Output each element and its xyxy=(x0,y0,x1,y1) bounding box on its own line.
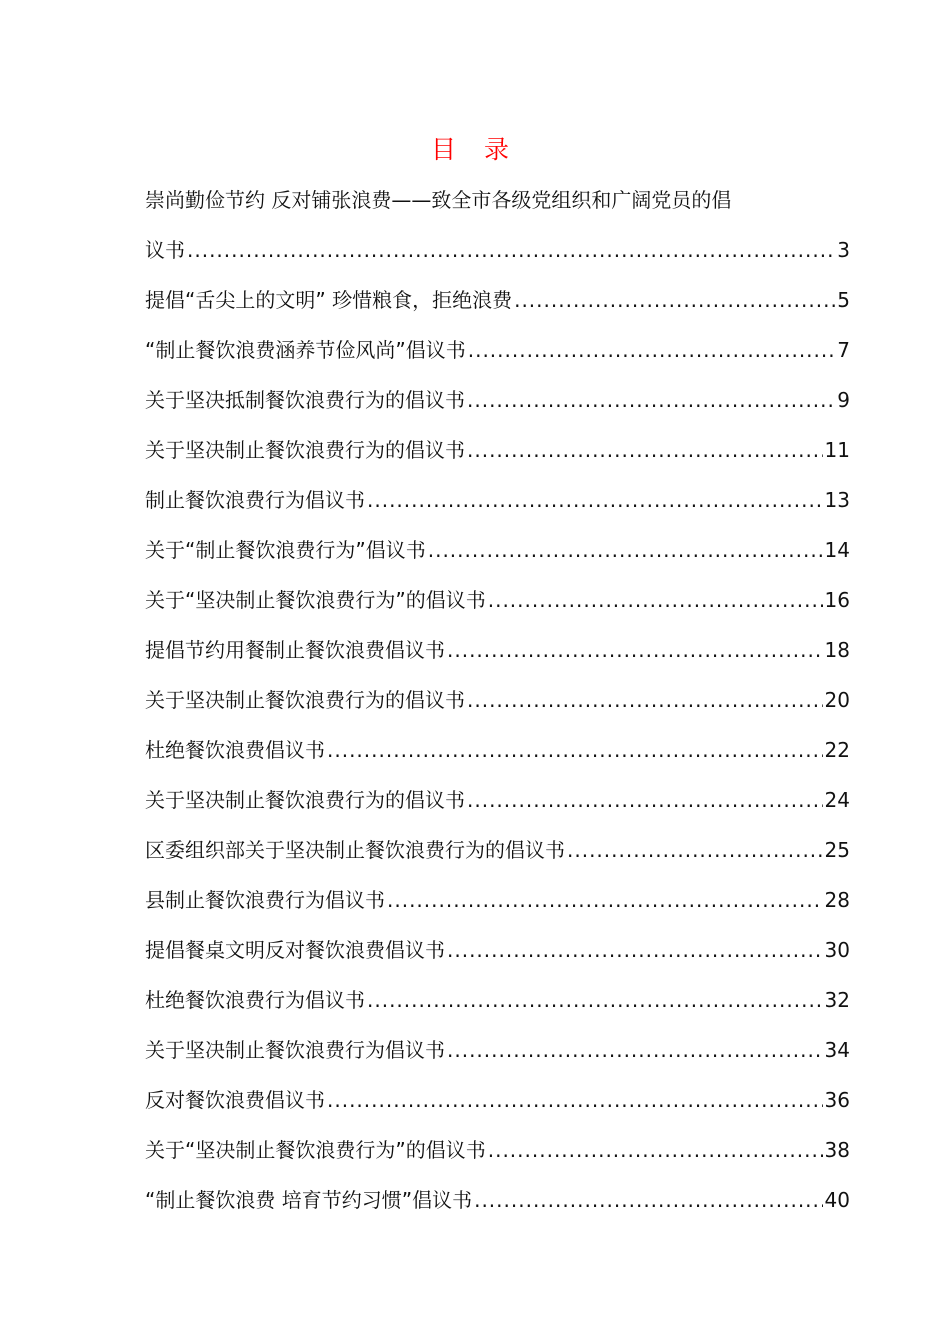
toc-entry-6[interactable] xyxy=(145,475,850,525)
toc-entry-3[interactable] xyxy=(145,325,850,375)
toc-entry-17[interactable] xyxy=(145,1025,850,1075)
toc-page-number: 14 xyxy=(824,538,850,562)
toc-entry-text: 关于坚决制止餐饮浪费行为的倡议书 xyxy=(145,688,465,712)
toc-entry-text: 关于“制止餐饮浪费行为”倡议书 xyxy=(145,538,426,562)
toc-page-number: 28 xyxy=(824,888,850,912)
dot-leader xyxy=(467,675,823,725)
dot-leader xyxy=(187,225,835,275)
dot-leader xyxy=(447,625,823,675)
toc-entry-1-line2[interactable] xyxy=(145,225,850,275)
toc-entry-20[interactable] xyxy=(145,1175,850,1225)
toc-list xyxy=(145,175,850,1225)
toc-entry-8[interactable] xyxy=(145,575,850,625)
toc-entry-2[interactable] xyxy=(145,275,850,325)
toc-entry-19[interactable] xyxy=(145,1125,850,1175)
toc-entry-16[interactable] xyxy=(145,975,850,1025)
toc-page-number: 40 xyxy=(824,1188,850,1212)
toc-entry-text: 杜绝餐饮浪费行为倡议书 xyxy=(145,988,365,1012)
dot-leader xyxy=(467,375,835,425)
dot-leader xyxy=(488,1125,823,1175)
toc-entry-5[interactable] xyxy=(145,425,850,475)
dot-leader xyxy=(514,275,835,325)
toc-entry-15[interactable] xyxy=(145,925,850,975)
toc-entry-text: 议书 xyxy=(145,238,185,262)
dot-leader xyxy=(447,925,823,975)
toc-page-number: 5 xyxy=(837,288,850,312)
dot-leader xyxy=(474,1175,822,1225)
toc-page-number: 30 xyxy=(824,938,850,962)
toc-page-number: 16 xyxy=(824,588,850,612)
toc-page-number: 3 xyxy=(837,238,850,262)
toc-page-number: 38 xyxy=(824,1138,850,1162)
toc-entry-text: 区委组织部关于坚决制止餐饮浪费行为的倡议书 xyxy=(145,838,565,862)
toc-entry-text: 关于坚决制止餐饮浪费行为的倡议书 xyxy=(145,438,465,462)
dot-leader xyxy=(327,725,823,775)
toc-entry-text: “制止餐饮浪费涵养节俭风尚”倡议书 xyxy=(145,338,466,362)
toc-entry-11[interactable] xyxy=(145,725,850,775)
toc-page-number: 34 xyxy=(824,1038,850,1062)
toc-entry-text: 反对餐饮浪费倡议书 xyxy=(145,1088,325,1112)
toc-page-number: 24 xyxy=(824,788,850,812)
toc-entry-text: 提倡“舌尖上的文明” 珍惜粮食，拒绝浪费 xyxy=(145,288,513,312)
toc-page-number: 7 xyxy=(837,338,850,362)
toc-page-number: 36 xyxy=(824,1088,850,1112)
toc-page-number: 13 xyxy=(824,488,850,512)
toc-entry-7[interactable] xyxy=(145,525,850,575)
toc-entry-text: 关于坚决抵制餐饮浪费行为的倡议书 xyxy=(145,388,465,412)
toc-page-number: 11 xyxy=(824,438,850,462)
dot-leader xyxy=(567,825,823,875)
toc-title: 目 录 xyxy=(431,135,519,164)
toc-entry-13[interactable] xyxy=(145,825,850,875)
toc-entry-text: 关于坚决制止餐饮浪费行为倡议书 xyxy=(145,1038,445,1062)
toc-entry-12[interactable] xyxy=(145,775,850,825)
toc-entry-text: 提倡节约用餐制止餐饮浪费倡议书 xyxy=(145,638,445,662)
toc-page-number: 20 xyxy=(824,688,850,712)
dot-leader xyxy=(367,975,823,1025)
toc-page-number: 18 xyxy=(824,638,850,662)
dot-leader xyxy=(327,1075,823,1125)
toc-entry-text: 关于坚决制止餐饮浪费行为的倡议书 xyxy=(145,788,465,812)
dot-leader xyxy=(467,775,823,825)
toc-entry-text: 杜绝餐饮浪费倡议书 xyxy=(145,738,325,762)
toc-entry-text: 县制止餐饮浪费行为倡议书 xyxy=(145,888,385,912)
toc-entry-10[interactable] xyxy=(145,675,850,725)
toc-entry-4[interactable] xyxy=(145,375,850,425)
toc-entry-text: 制止餐饮浪费行为倡议书 xyxy=(145,488,365,512)
toc-page-number: 25 xyxy=(824,838,850,862)
toc-page-number: 32 xyxy=(824,988,850,1012)
dot-leader xyxy=(488,575,823,625)
toc-entry-18[interactable] xyxy=(145,1075,850,1125)
toc-entry-1-line1[interactable] xyxy=(145,175,850,225)
toc-entry-14[interactable] xyxy=(145,875,850,925)
toc-page-number: 22 xyxy=(824,738,850,762)
toc-entry-text: 关于“坚决制止餐饮浪费行为”的倡议书 xyxy=(145,588,486,612)
toc-entry-9[interactable] xyxy=(145,625,850,675)
dot-leader xyxy=(367,475,823,525)
dot-leader xyxy=(468,325,836,375)
toc-page-number: 9 xyxy=(837,388,850,412)
toc-entry-text: 提倡餐桌文明反对餐饮浪费倡议书 xyxy=(145,938,445,962)
toc-entry-text: 崇尚勤俭节约 反对铺张浪费——致全市各级党组织和广阔党员的倡 xyxy=(145,188,732,212)
dot-leader xyxy=(428,525,823,575)
dot-leader xyxy=(467,425,823,475)
dot-leader xyxy=(387,875,823,925)
dot-leader xyxy=(447,1025,823,1075)
toc-entry-text: 关于“坚决制止餐饮浪费行为”的倡议书 xyxy=(145,1138,486,1162)
toc-entry-text: “制止餐饮浪费 培育节约习惯”倡议书 xyxy=(145,1188,473,1212)
